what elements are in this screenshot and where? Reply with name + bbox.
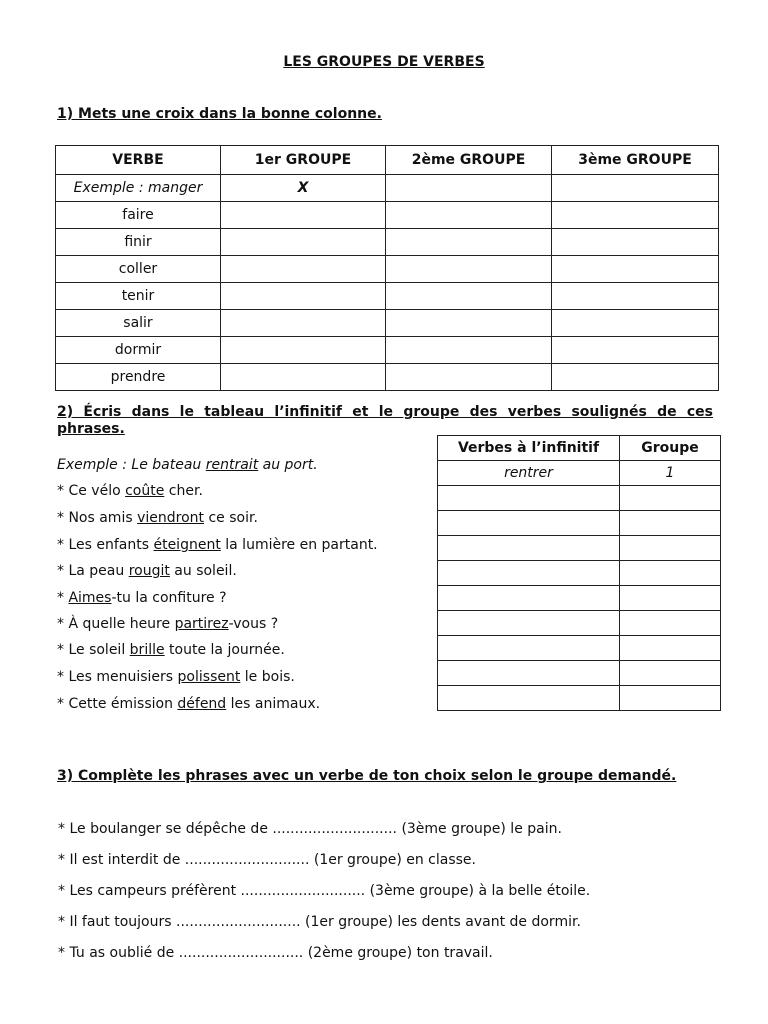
- example-mark: X: [221, 175, 386, 202]
- answer-cell[interactable]: [386, 256, 552, 283]
- table-row: [438, 511, 721, 536]
- verb-cell: finir: [56, 229, 221, 256]
- verb-group-table: [55, 145, 719, 391]
- table-row-example: [438, 461, 721, 486]
- answer-cell[interactable]: [552, 202, 719, 229]
- header-verbe: VERBE: [56, 146, 221, 175]
- sentence-text: * Les menuisiers: [57, 669, 178, 685]
- sentence-text: -vous ?: [228, 616, 279, 632]
- answer-cell[interactable]: [386, 310, 552, 337]
- answer-cell[interactable]: [221, 337, 386, 364]
- answer-cell[interactable]: [438, 536, 620, 561]
- answer-cell[interactable]: [438, 486, 620, 511]
- header-3eme-groupe: 3ème GROUPE: [552, 146, 719, 175]
- answer-cell[interactable]: [620, 561, 721, 586]
- answer-cell[interactable]: [386, 202, 552, 229]
- example-sentence: [57, 457, 318, 473]
- sentence-text: cher.: [164, 483, 203, 499]
- sentence-text: * Le soleil: [57, 642, 130, 658]
- sentence-text: * Ce vélo: [57, 483, 126, 499]
- header-verbes-infinitif: Verbes à l’infinitif: [438, 436, 620, 461]
- example-group: 1: [620, 461, 721, 486]
- answer-cell[interactable]: [620, 536, 721, 561]
- underlined-verb: coûte: [125, 483, 165, 499]
- sentence: [57, 537, 378, 553]
- table-row: [56, 310, 719, 337]
- table-row: [56, 256, 719, 283]
- sentence: [57, 616, 278, 632]
- table-row: [438, 561, 721, 586]
- answer-cell[interactable]: [438, 661, 620, 686]
- sentence: [57, 590, 227, 606]
- table-row: [56, 337, 719, 364]
- table-row: [56, 283, 719, 310]
- sentence-text: -tu la confiture ?: [111, 590, 227, 606]
- answer-cell[interactable]: [552, 229, 719, 256]
- answer-cell[interactable]: [620, 511, 721, 536]
- fill-sentence: * Les campeurs préfèrent ............................ (3ème groupe) à la belle étoile.: [58, 883, 591, 899]
- answer-cell[interactable]: [620, 661, 721, 686]
- sentence-text: au soleil.: [169, 563, 237, 579]
- answer-cell[interactable]: [438, 511, 620, 536]
- answer-cell[interactable]: [438, 611, 620, 636]
- table-header-row: [56, 146, 719, 175]
- sentence-text: toute la journée.: [164, 642, 285, 658]
- underlined-verb: polissent: [177, 669, 241, 685]
- answer-cell[interactable]: [552, 364, 719, 391]
- verb-cell: dormir: [56, 337, 221, 364]
- answer-cell[interactable]: [438, 561, 620, 586]
- underlined-verb: brille: [129, 642, 165, 658]
- table-row: [438, 686, 721, 711]
- answer-cell[interactable]: [438, 636, 620, 661]
- sentence-text: * Cette émission: [57, 696, 178, 712]
- infinitive-table: [437, 435, 721, 711]
- sentence: [57, 696, 320, 712]
- answer-cell[interactable]: [552, 337, 719, 364]
- answer-cell[interactable]: [386, 364, 552, 391]
- answer-cell[interactable]: [620, 611, 721, 636]
- fill-sentence: * Le boulanger se dépêche de ............................ (3ème groupe) le pain.: [58, 821, 562, 837]
- section-3-heading: 3) Complète les phrases avec un verbe de ton choix selon le groupe demandé.: [57, 768, 677, 784]
- example-verb: Exemple : manger: [56, 175, 221, 202]
- answer-cell[interactable]: [620, 636, 721, 661]
- verb-cell: coller: [56, 256, 221, 283]
- sentence-text: *: [57, 590, 69, 606]
- sentence-text: * Nos amis: [57, 510, 138, 526]
- underlined-verb: rentrait: [205, 457, 259, 473]
- sentence-text: * Les enfants: [57, 537, 154, 553]
- sentence-text: le bois.: [240, 669, 295, 685]
- answer-cell[interactable]: [221, 202, 386, 229]
- answer-cell[interactable]: [620, 586, 721, 611]
- sentence-text: Exemple : Le bateau: [57, 457, 206, 473]
- section-1-heading: 1) Mets une croix dans la bonne colonne.: [57, 106, 382, 122]
- table-row-example: [56, 175, 719, 202]
- page-title: LES GROUPES DE VERBES: [283, 54, 485, 70]
- sentence: [57, 510, 258, 526]
- table-header-row: [438, 436, 721, 461]
- table-row: [438, 536, 721, 561]
- underlined-verb: éteignent: [153, 537, 221, 553]
- fill-sentence: * Tu as oublié de ............................ (2ème groupe) ton travail.: [58, 945, 493, 961]
- answer-cell[interactable]: [552, 283, 719, 310]
- sentence-text: * À quelle heure: [57, 616, 175, 632]
- sentence-text: les animaux.: [226, 696, 321, 712]
- header-2eme-groupe: 2ème GROUPE: [386, 146, 552, 175]
- sentence: [57, 563, 237, 579]
- answer-cell[interactable]: [221, 364, 386, 391]
- table-row: [438, 661, 721, 686]
- underlined-verb: rougit: [128, 563, 170, 579]
- table-row: [438, 586, 721, 611]
- answer-cell[interactable]: [386, 175, 552, 202]
- answer-cell[interactable]: [386, 283, 552, 310]
- underlined-verb: viendront: [137, 510, 205, 526]
- answer-cell[interactable]: [221, 310, 386, 337]
- answer-cell[interactable]: [386, 229, 552, 256]
- answer-cell[interactable]: [620, 486, 721, 511]
- table-row: [438, 486, 721, 511]
- table-row: [56, 229, 719, 256]
- answer-cell[interactable]: [221, 283, 386, 310]
- answer-cell[interactable]: [552, 175, 719, 202]
- table-row: [56, 364, 719, 391]
- verb-cell: tenir: [56, 283, 221, 310]
- sentence: [57, 483, 203, 499]
- sentence-text: au port.: [258, 457, 318, 473]
- answer-cell[interactable]: [552, 256, 719, 283]
- sentence-text: ce soir.: [204, 510, 258, 526]
- header-1er-groupe: 1er GROUPE: [221, 146, 386, 175]
- sentence: [57, 642, 285, 658]
- header-groupe: Groupe: [620, 436, 721, 461]
- sentence-text: la lumière en partant.: [220, 537, 378, 553]
- answer-cell[interactable]: [620, 686, 721, 711]
- fill-sentence: * Il est interdit de ............................ (1er groupe) en classe.: [58, 852, 476, 868]
- verb-cell: salir: [56, 310, 221, 337]
- underlined-verb: défend: [177, 696, 227, 712]
- underlined-verb: Aimes: [68, 590, 112, 606]
- sentence-text: * La peau: [57, 563, 129, 579]
- answer-cell[interactable]: [438, 686, 620, 711]
- fill-sentence: * Il faut toujours ............................ (1er groupe) les dents avant de dormir.: [58, 914, 581, 930]
- answer-cell[interactable]: [552, 310, 719, 337]
- answer-cell[interactable]: [221, 229, 386, 256]
- answer-cell[interactable]: [386, 337, 552, 364]
- section-2-heading: 2) Écris dans le tableau l’infinitif et le groupe des verbes soulignés de ces phrases.: [57, 404, 713, 437]
- verb-cell: faire: [56, 202, 221, 229]
- table-row: [438, 636, 721, 661]
- underlined-verb: partirez: [174, 616, 229, 632]
- verb-cell: prendre: [56, 364, 221, 391]
- sentence: [57, 669, 295, 685]
- example-infinitive: rentrer: [438, 461, 620, 486]
- answer-cell[interactable]: [221, 256, 386, 283]
- table-row: [438, 611, 721, 636]
- table-row: [56, 202, 719, 229]
- answer-cell[interactable]: [438, 586, 620, 611]
